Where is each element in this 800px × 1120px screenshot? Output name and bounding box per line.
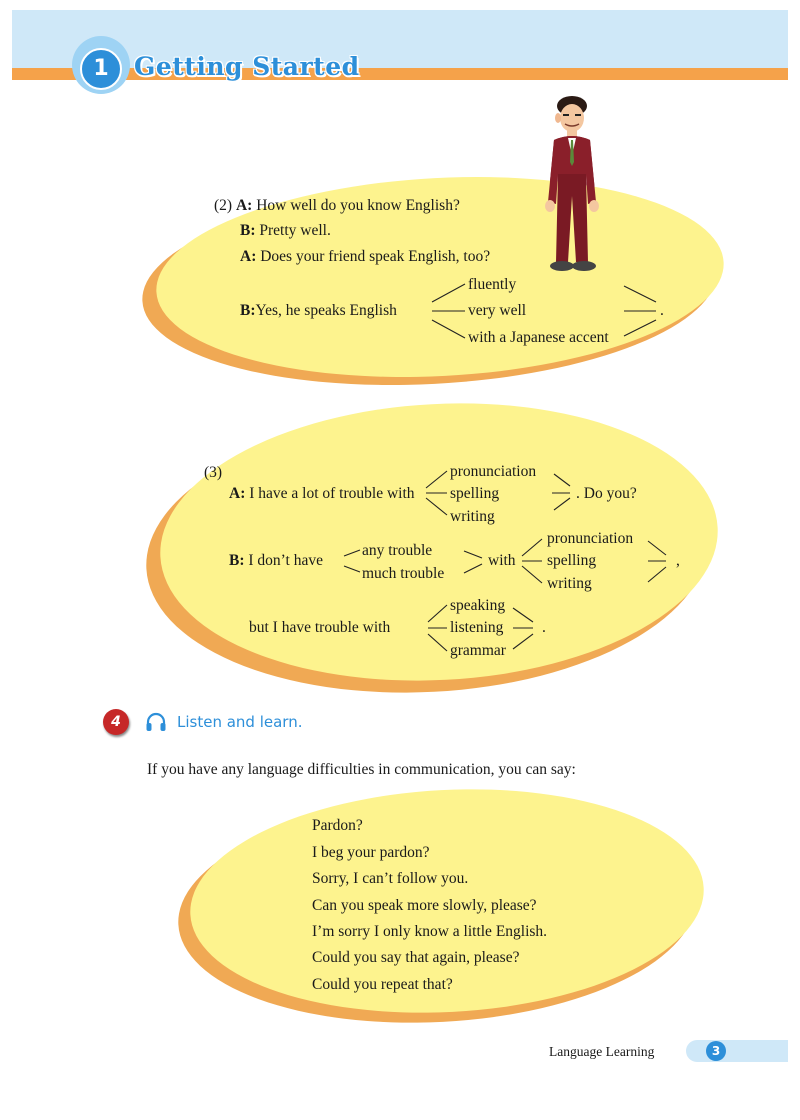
dialog-3-b-quantity: much trouble bbox=[362, 565, 445, 582]
section-4-badge: 4 bbox=[103, 709, 129, 735]
dialog-3-a-option: writing bbox=[450, 508, 495, 525]
dialog-2-option: very well bbox=[468, 302, 527, 319]
line-text: Yes, he speaks English bbox=[255, 302, 397, 319]
section-4-intro: If you have any language difficulties in communication, you can say: bbox=[147, 761, 576, 778]
phrase-item: Can you speak more slowly, please? bbox=[312, 897, 537, 914]
phrase-item: Could you say that again, please? bbox=[312, 949, 520, 966]
dialog-3-b-option: writing bbox=[547, 575, 592, 592]
page-title: Getting Started bbox=[134, 52, 360, 81]
dialog-3-c-option: grammar bbox=[450, 642, 506, 659]
dialog-3-b-option: spelling bbox=[547, 552, 597, 569]
speaker-b: B: bbox=[229, 552, 245, 569]
speaker-b: B: bbox=[240, 302, 256, 319]
line-text: How well do you know English? bbox=[256, 197, 460, 214]
phrase-item: I beg your pardon? bbox=[312, 844, 430, 861]
dialog-3-c-option: listening bbox=[450, 619, 504, 636]
footer-band bbox=[686, 1040, 788, 1062]
phrase-item: Pardon? bbox=[312, 817, 363, 834]
dialog-3-number: (3) bbox=[204, 464, 223, 481]
speaker-a: A: bbox=[229, 485, 246, 502]
footer-unit-label: Language Learning bbox=[549, 1044, 655, 1059]
line-text: Does your friend speak English, too? bbox=[260, 248, 491, 265]
dialog-3-a-option: spelling bbox=[450, 485, 500, 502]
dialog-3-b-option: pronunciation bbox=[547, 530, 634, 547]
speaker-b: B: bbox=[240, 222, 256, 239]
phrase-item: Could you repeat that? bbox=[312, 976, 453, 993]
dialog-2-end: . bbox=[660, 302, 664, 319]
speaker-a: A: bbox=[240, 248, 257, 265]
dialog-3-a-option: pronunciation bbox=[450, 463, 537, 480]
dialog-3-b-quantity: any trouble bbox=[362, 542, 433, 559]
line-text: I have a lot of trouble with bbox=[249, 485, 415, 502]
dialog-3-c-end: . bbox=[542, 619, 546, 636]
section-4-title: Listen and learn. bbox=[177, 713, 303, 731]
dialog-3-b-with: with bbox=[488, 552, 516, 569]
dialog-2-number: (2) bbox=[214, 197, 233, 214]
dialog-3-a-end: . Do you? bbox=[576, 485, 637, 502]
dialog-2-option: with a Japanese accent bbox=[468, 329, 609, 346]
page-number: 3 bbox=[706, 1041, 726, 1061]
dialog-2-option: fluently bbox=[468, 276, 517, 293]
headphones-icon[interactable] bbox=[145, 711, 167, 733]
dialog-3-c-option: speaking bbox=[450, 597, 506, 614]
speaker-a: A: bbox=[235, 197, 253, 214]
phrase-item: I’m sorry I only know a little English. bbox=[312, 923, 548, 940]
dialog-3-b-end: , bbox=[676, 552, 680, 569]
line-text: I don’t have bbox=[248, 552, 323, 569]
line-text: Pretty well. bbox=[259, 222, 331, 239]
phrase-item: Sorry, I can’t follow you. bbox=[312, 870, 469, 887]
dialog-3-line-c: but I have trouble with bbox=[249, 619, 391, 636]
unit-number-badge: 1 bbox=[80, 48, 122, 90]
